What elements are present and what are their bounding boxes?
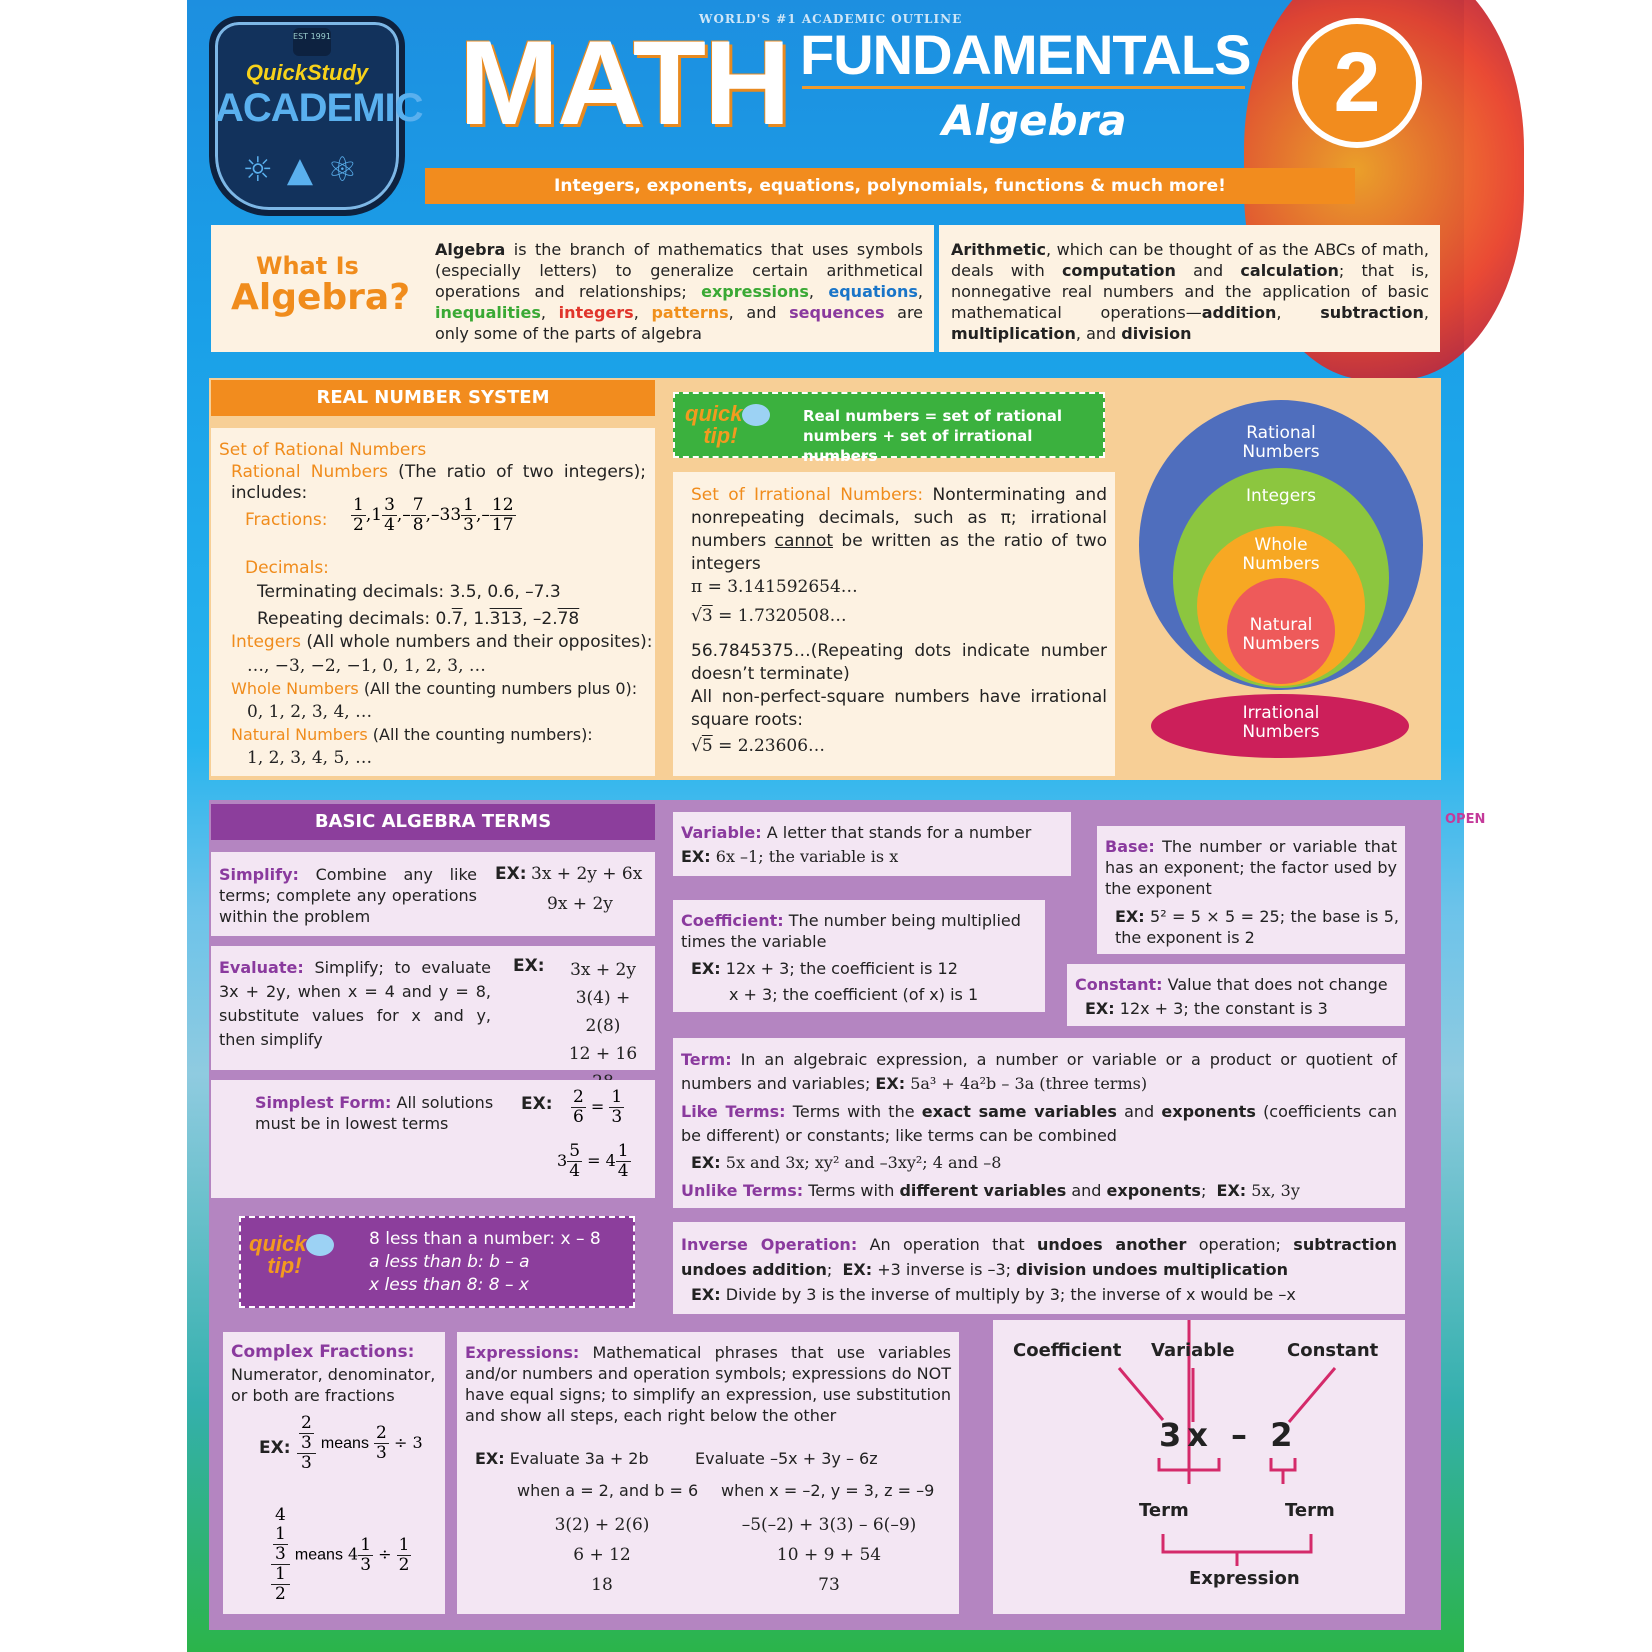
simplify-ex1: 3x + 2y + 6x [531, 864, 643, 884]
quickstudy-logo [209, 16, 423, 216]
simplest-form-panel [211, 1080, 655, 1198]
evaluate-ex-label: EX: [513, 956, 545, 976]
irrational-def: Set of Irrational Numbers: Nonterminating and nonrepeating decimals, such as π; irrational numbers cannot be written as the ratio of two integers [691, 485, 1108, 574]
constant-panel [1067, 964, 1405, 1026]
variable-text: Variable: A letter that stands for a number [681, 823, 1032, 842]
simplest-ex2: 3 $\frac{5}{4}$ = 4 $\frac{1}{4}$ [557, 1141, 629, 1181]
expressions-panel [457, 1332, 959, 1614]
diagram-coefficient: Coefficient [1013, 1340, 1122, 1361]
complex-ex-label: EX: [259, 1438, 291, 1458]
repeating-decimals: Repeating decimals: 0.7, 1.313, –2.78 [257, 609, 580, 629]
terminating-decimals: Terminating decimals: 3.5, 0.6, –7.3 [257, 582, 561, 602]
algebra-definition: Algebra is the branch of mathematics that uses symbols (especially letters) to generalize certain arithmetical operations and relationships; expressions, equations, inequalities, integers, patterns, and sequences are only some of the parts of algebra [435, 240, 924, 343]
inverse-text: Inverse Operation: An operation that undoes another operation; subtraction undoes addition; EX: +3 inverse is –3; division undoes multiplication [681, 1235, 1397, 1279]
natural-def: Natural Numbers (All the counting numbers): [231, 725, 593, 744]
arithmetic-definition: Arithmetic, which can be thought of as the ABCs of math, deals with computation and calculation; that is, nonnegative real numbers and the application of basic mathematical operations—addition, subtraction, multiplication, and division [951, 240, 1429, 343]
venn-whole-label: Whole Numbers [1242, 535, 1320, 574]
title-fundamentals: FUNDAMENTALS [800, 23, 1251, 86]
integers-list: …, −3, −2, −1, 0, 1, 2, 3, … [247, 656, 486, 676]
complex-ex2: 4 1 3 1 2 means 4 $\frac{1}{3}$ ÷ $\frac{1}{2}$ [271, 1506, 411, 1604]
expr-ex1-steps: 3(2) + 2(6) 6 + 12 18 [554, 1515, 650, 1595]
tagline: WORLD'S #1 ACADEMIC OUTLINE [699, 12, 963, 26]
what-is-label: What Is [256, 252, 359, 280]
subtitle-banner: Integers, exponents, equations, polynomials, functions & much more! [425, 168, 1355, 204]
complex-text: Numerator, denominator, or both are fractions [231, 1365, 436, 1405]
term-panel [673, 1038, 1405, 1208]
est-label: EST 1991 [293, 28, 331, 56]
expr-ex1-head: EX: Evaluate 3a + 2b [475, 1449, 649, 1468]
base-panel [1097, 826, 1405, 954]
whole-list: 0, 1, 2, 3, 4, … [247, 702, 373, 722]
what-is-algebra-panel [211, 225, 934, 352]
quick-tip-lines: 8 less than a number: x – 8 a less than b: b – a x less than 8: 8 – x [369, 1229, 601, 1295]
inverse-ex: EX: Divide by 3 is the inverse of multiply by 3; the inverse of x would be –x [691, 1285, 1296, 1304]
arithmetic-panel [939, 225, 1440, 352]
set-rational-title: Set of Rational Numbers [219, 440, 427, 460]
coefficient-text: Coefficient: The number being multiplied times the variable [681, 911, 1021, 951]
expr-ex2-steps: –5(–2) + 3(3) – 6(–9) 10 + 9 + 54 73 [741, 1515, 917, 1595]
simplify-panel [211, 852, 655, 936]
variable-ex: EX: 6x –1; the variable is x [681, 847, 899, 866]
unlike-terms-text: Unlike Terms: Terms with different variables and exponents; EX: 5x, 3y [681, 1181, 1300, 1200]
expr-ex2-given: when x = –2, y = 3, z = –9 [721, 1481, 935, 1500]
algebra-question: Algebra? [231, 277, 411, 318]
sqrt5-value: √5 = 2.23606… [691, 736, 826, 756]
rational-panel [211, 428, 655, 776]
pi-value: π = 3.141592654… [691, 577, 858, 597]
like-terms-text: Like Terms: Terms with the exact same variables and exponents (coefficients can be different) or constants; like terms can be combined [681, 1102, 1398, 1145]
rational-def: Rational Numbers (The ratio of two integers); includes: [231, 462, 646, 503]
expr-ex1-given: when a = 2, and b = 6 [517, 1481, 699, 1500]
coefficient-panel [673, 900, 1045, 1012]
venn-rational-label: Rational Numbers [1242, 423, 1320, 462]
term-text: Term: In an algebraic expression, a number or variable or a product or quotient of numbers and variables; EX: 5a³ + 4a²b – 3a (three terms) [681, 1050, 1397, 1093]
venn-integers-label: Integers [1245, 486, 1316, 506]
title-divider [802, 86, 1245, 89]
expr-ex2-head: Evaluate –5x + 3y – 6z [695, 1449, 878, 1468]
simplest-ex1: $\frac{2}{6}$ = $\frac{1}{3}$ [573, 1087, 623, 1127]
diagram-expression: 3x – 2 [1159, 1416, 1299, 1454]
simplest-ex-label: EX: [521, 1094, 553, 1114]
study-sheet [187, 0, 1486, 1652]
graduation-cap-icon: ☼▲⚛ [242, 150, 372, 190]
like-terms-ex: EX: 5x and 3x; xy² and –3xy²; 4 and –8 [691, 1153, 1002, 1172]
decimals-label: Decimals: [245, 558, 329, 578]
natural-list: 1, 2, 3, 4, 5, … [247, 748, 373, 768]
evaluate-panel [211, 946, 655, 1070]
volume-badge: 2 [1292, 18, 1422, 148]
evaluate-text: Evaluate: Simplify; to evaluate 3x + 2y, when x = 4 and y = 8, substitute values for x and y, then simplify [219, 958, 491, 1049]
fractions-label: Fractions: [245, 510, 328, 530]
complex-label: Complex Fractions: [231, 1342, 415, 1362]
coefficient-ex2: x + 3; the coefficient (of x) is 1 [729, 985, 979, 1004]
brand-bottom: ACADEMIC [215, 86, 423, 130]
quick-tip-icon: quick tip! [685, 404, 770, 446]
base-ex: EX: 5² = 5 × 5 = 25; the base is 5, the exponent is 2 [1115, 907, 1399, 947]
diagram-term2: Term [1285, 1500, 1335, 1521]
venn-irrational-label: Irrational Numbers [1242, 703, 1320, 742]
inverse-panel [673, 1222, 1405, 1314]
diagram-variable: Variable [1151, 1340, 1235, 1361]
diagram-expression-label: Expression [1189, 1568, 1300, 1589]
brand-top: QuickStudy [245, 60, 369, 85]
complex-fractions-panel [223, 1332, 445, 1614]
coefficient-ex1: EX: 12x + 3; the coefficient is 12 [691, 959, 958, 978]
quick-tip-text: Real numbers = set of rational numbers + set of irrational numbers [803, 407, 1063, 465]
diagram-constant: Constant [1287, 1340, 1379, 1361]
simplest-text: Simplest Form: All solutions must be in lowest terms [255, 1093, 494, 1133]
base-text: Base: The number or variable that has an exponent; the factor used by the exponent [1105, 837, 1397, 898]
nonperfect-text: All non-perfect-square numbers have irrational square roots: [691, 687, 1107, 730]
venn-natural-label: Natural Numbers [1242, 615, 1320, 654]
quick-tip-basic [239, 1216, 635, 1308]
repeating-example: 56.7845375…(Repeating dots indicate number doesn’t terminate) [691, 641, 1107, 684]
quick-tip-icon: quick tip! [249, 1234, 334, 1276]
complex-ex1: 2 3 3 means $\frac{2}{3}$ ÷ 3 [297, 1414, 423, 1473]
title-math: MATH [459, 16, 789, 150]
integers-def: Integers (All whole numbers and their opposites): [231, 632, 653, 652]
diagram-term1: Term [1139, 1500, 1189, 1521]
fractions-list: $\frac{1}{2}$ ,1 $\frac{3}{4}$ ,– $\frac{7}{8}$ ,–33 $\frac{1}{3}$ ,– $\frac{12}{17}$ [353, 495, 514, 535]
expression-diagram [993, 1320, 1405, 1614]
simplify-ex2: 9x + 2y [547, 894, 613, 914]
real-number-header: REAL NUMBER SYSTEM [211, 380, 655, 416]
sqrt3-value: √3 = 1.7320508… [691, 606, 847, 626]
evaluate-steps: 3x + 2y 3(4) + 2(8) 12 + 16 [568, 960, 638, 1064]
constant-ex: EX: 12x + 3; the constant is 3 [1085, 999, 1328, 1018]
irrational-panel [673, 472, 1115, 776]
expressions-text: Expressions: Mathematical phrases that use variables and/or numbers and operation symbols; expressions do NOT have equal signs; to simplify an expression, use substitution and show all steps, each right below the other [465, 1343, 951, 1425]
variable-panel [673, 812, 1071, 876]
title-subtitle: Algebra [942, 96, 1127, 145]
whole-def: Whole Numbers (All the counting numbers plus 0): [231, 679, 638, 698]
simplify-ex-label: EX: [495, 864, 527, 884]
constant-text: Constant: Value that does not change [1075, 975, 1388, 994]
open-tab-label: OPEN [1445, 812, 1486, 827]
quick-tip-real [673, 392, 1105, 465]
simplify-text: Simplify: Combine any like terms; complete any operations within the problem [219, 865, 477, 926]
basic-terms-header: BASIC ALGEBRA TERMS [211, 804, 655, 840]
